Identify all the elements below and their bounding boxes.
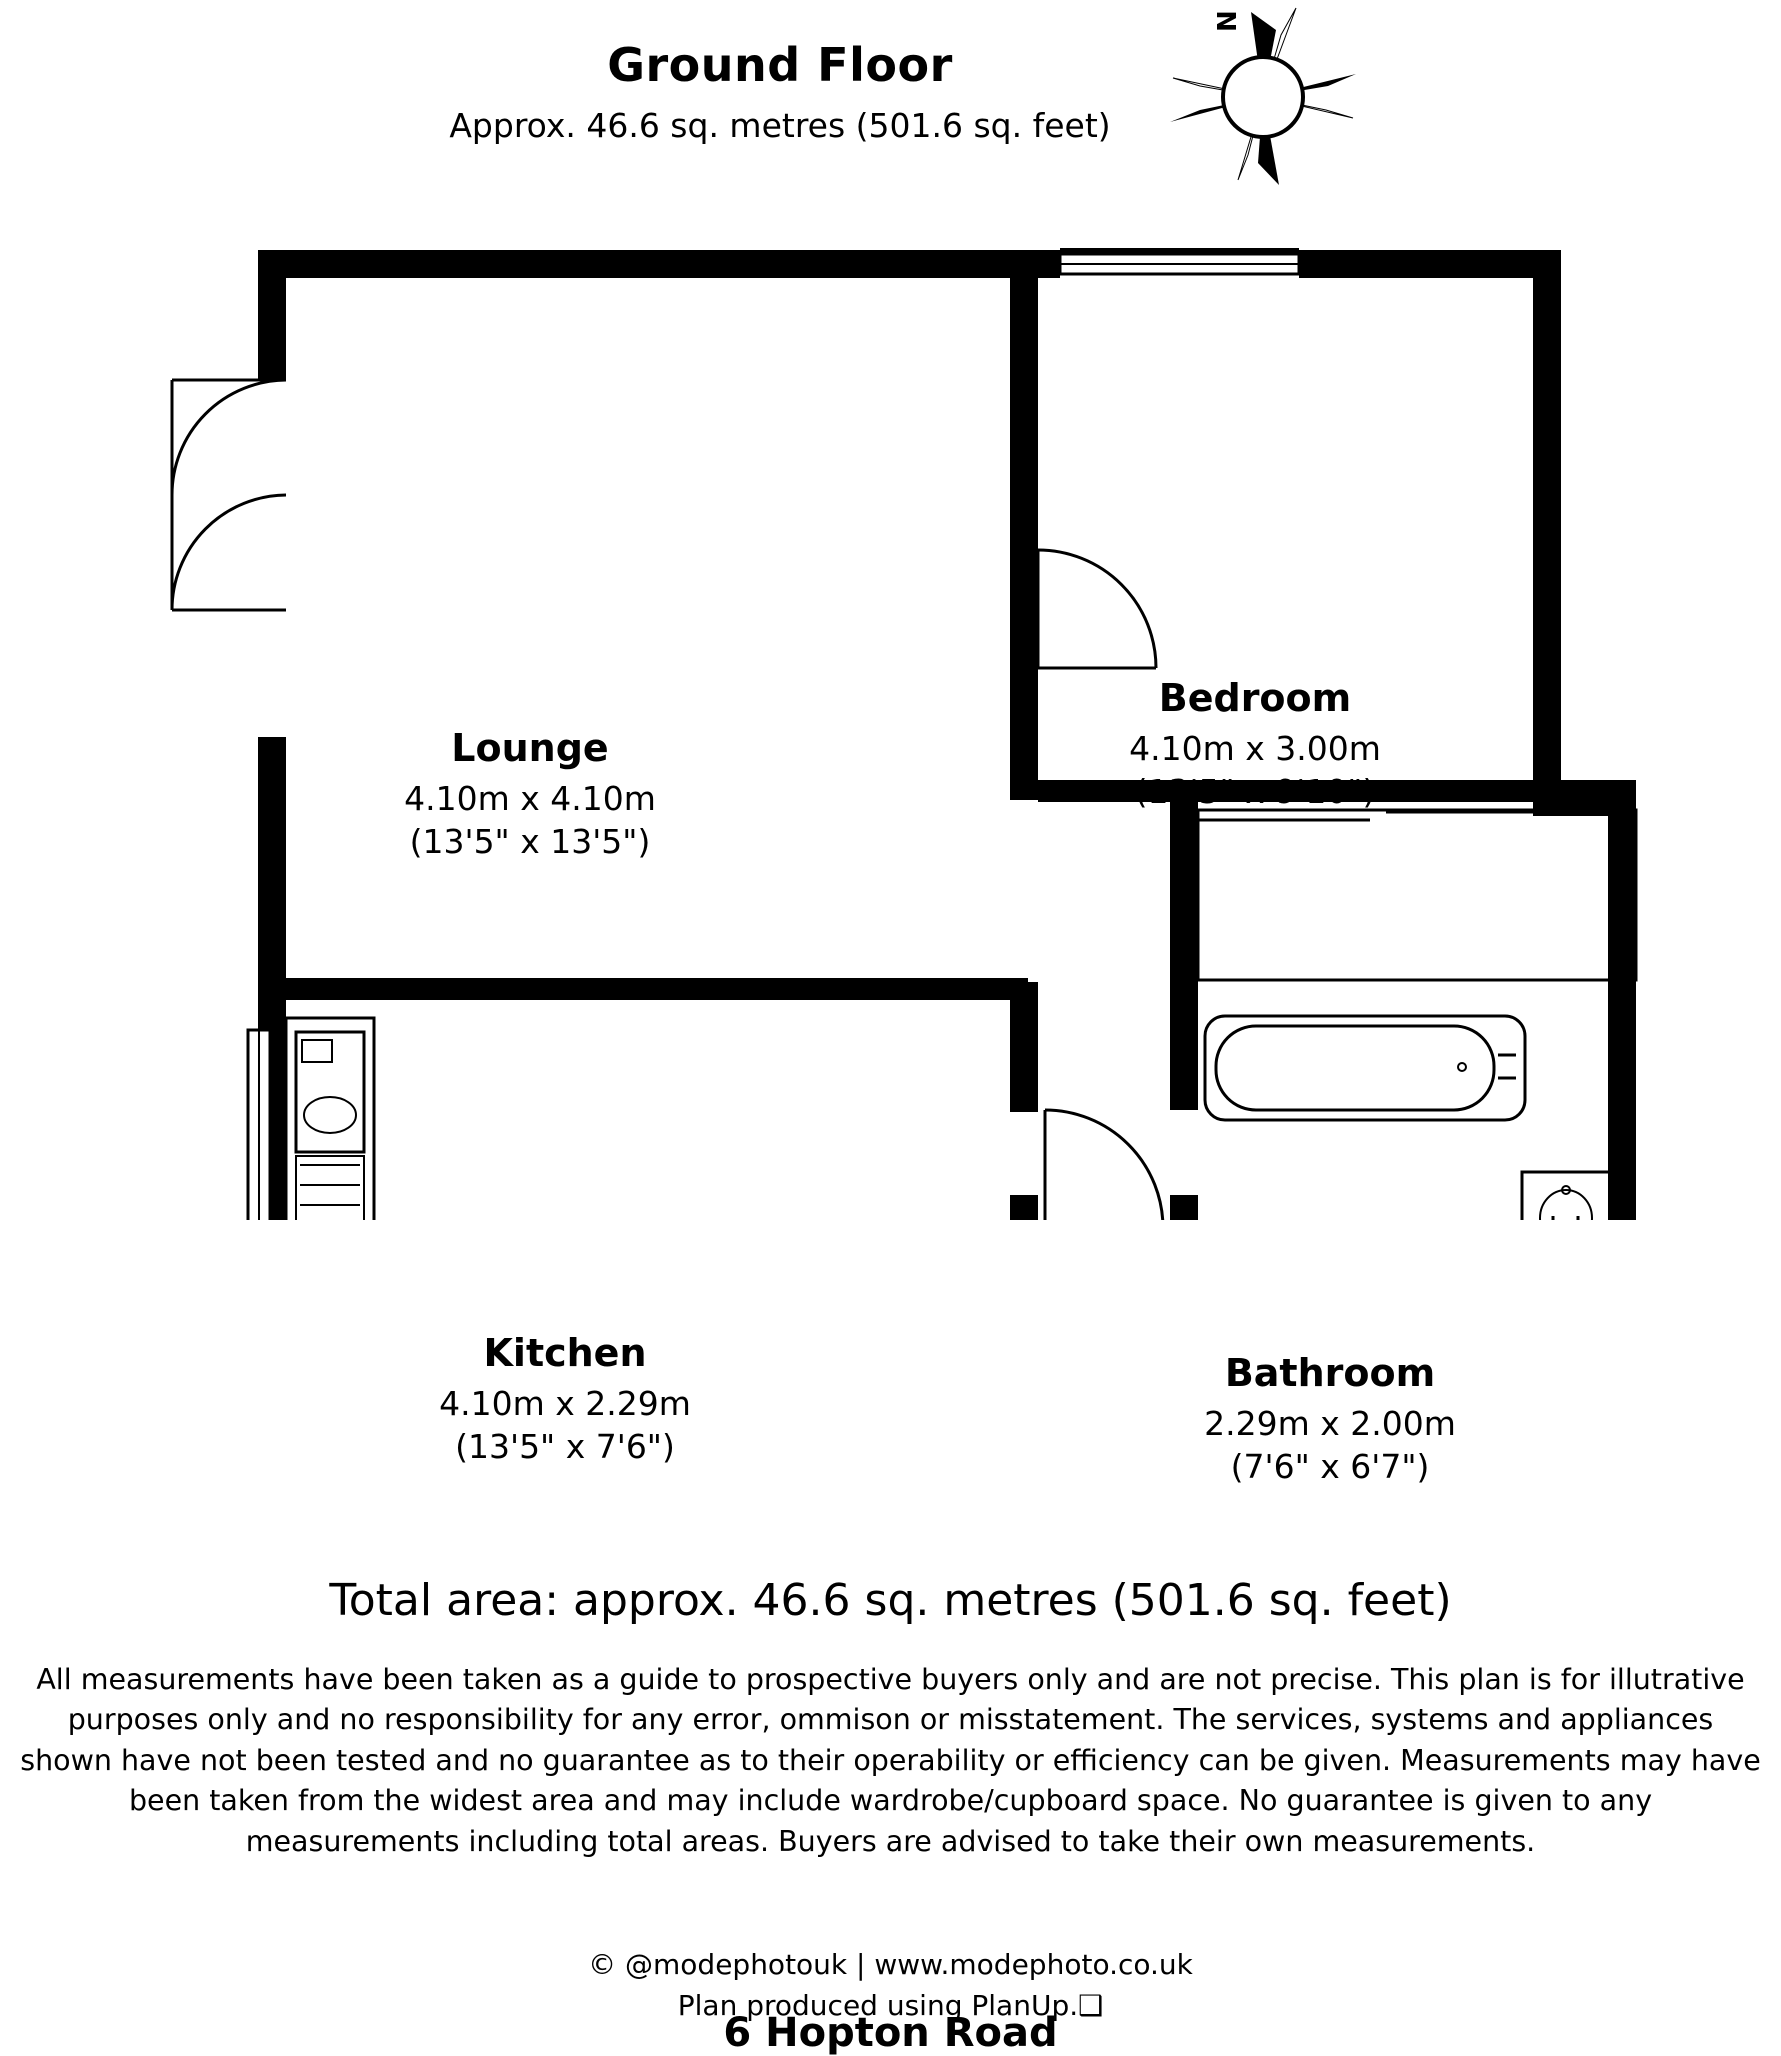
wall-bathroom-left-upper [1170,800,1198,1110]
room-dimension-metric: 4.10m x 4.10m [404,778,656,818]
room-label-bathroom [1170,1350,1490,1487]
room-dimension-imperial: (13'5" x 7'6") [455,1426,675,1466]
wall-right-lower [1608,788,1636,1220]
producer-text: Plan produced using PlanUp.❑ [677,1988,1104,2022]
room-dimension-metric: 4.10m x 3.00m [1129,728,1381,768]
compass-north-label: N [1213,10,1243,32]
door-front-entry [172,380,286,610]
kitchen-units [286,1018,1010,1220]
floorplan-drawing [0,210,1781,1486]
washbasin-icon [1522,1172,1610,1220]
room-label-lounge [370,725,690,862]
room-dimension-imperial: (13'5" x 13'5") [409,821,651,861]
room-name: Bedroom [1158,676,1352,720]
room-label-bedroom [1095,675,1415,812]
room-dimension-imperial: (7'6" x 6'7") [1230,1446,1430,1486]
window-bedroom-top [1060,248,1299,274]
page-title: Ground Floor [607,38,953,92]
room-name: Kitchen [483,1331,647,1375]
door-bathroom [1045,1110,1163,1220]
bath-icon [1205,1016,1525,1120]
window-kitchen-left [248,1030,270,1220]
door-bedroom [1038,550,1156,668]
bathroom-fittings [1198,810,1636,1220]
room-name: Bathroom [1224,1351,1436,1395]
kitchen-sink-icon [296,1032,364,1220]
wall-left-upper [258,250,286,380]
room-name: Lounge [451,726,609,770]
room-dimension-metric: 2.29m x 2.00m [1204,1403,1456,1443]
disclaimer-text: All measurements have been taken as a guide to prospective buyers only and are not precise. This plan is for illutrative purposes only and no responsibility for any error, ommison or misstatement. The services, systems and appliances shown have not been tested and no guarantee as to their operability or efficiency can be given. Measurements may have been taken from the widest area and may include wardrobe/cupboard space. No guarantee is given to any measurements including total areas. Buyers are advised to take their own measurements. [20,1663,1761,1858]
bathroom-shelf [1198,810,1636,980]
compass-star-icon [1170,8,1356,185]
wall-hall-right-lower [1010,1195,1038,1220]
room-dimension-metric: 4.10m x 2.29m [439,1383,691,1423]
room-label-kitchen [405,1330,725,1467]
wall-right-upper [1533,250,1561,788]
property-address: 6 Hopton Road [723,2010,1058,2056]
wall-hall-right [1010,982,1038,1112]
compass-rose [1148,0,1378,195]
wall-bathroom-left-lower [1170,1195,1198,1220]
floor-area-subtitle: Approx. 46.6 sq. metres (501.6 sq. feet) [449,106,1111,145]
total-area-text: Total area: approx. 46.6 sq. metres (501.6 sq. feet) [329,1575,1452,1626]
wall-internal-vertical-upper [1010,250,1038,800]
floorplan-svg [0,210,1781,1220]
room-dimension-imperial: (13'5" x 9'10") [1134,771,1376,811]
wall-lounge-kitchen [286,978,1028,1000]
copyright-text: © @modephotouk | www.modephoto.co.uk [588,1948,1193,1981]
